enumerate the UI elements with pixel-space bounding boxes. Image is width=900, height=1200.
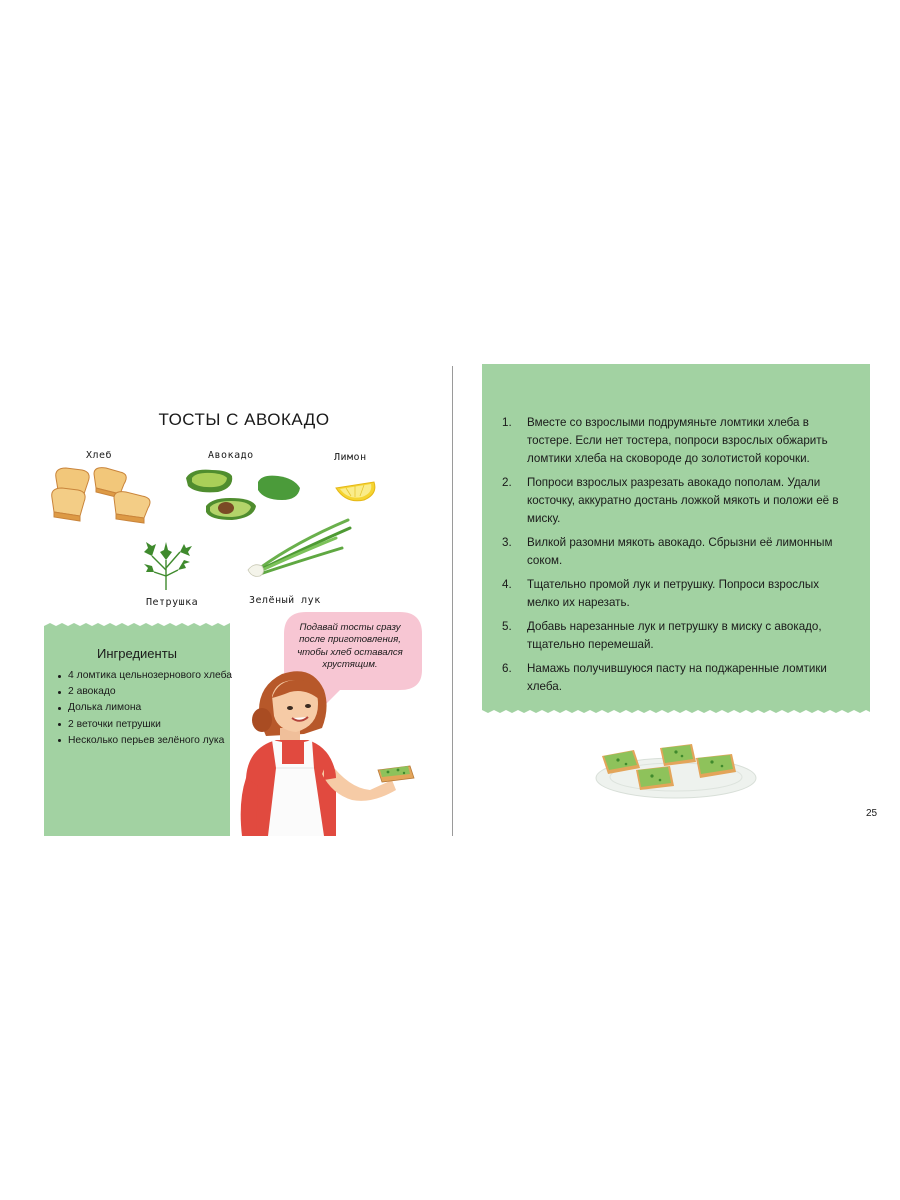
step-item — [502, 576, 852, 612]
step-number: 4. — [502, 578, 512, 591]
ingredients-title: Ингредиенты — [97, 646, 177, 661]
bread-slices-illustration — [48, 464, 160, 530]
ingredient-item: 4 ломтика цельнозернового хлеба — [58, 668, 232, 684]
step-number: 1. — [502, 416, 512, 429]
ingredient-item: 2 авокадо — [58, 684, 232, 700]
steps-list — [502, 414, 852, 702]
page-number: 25 — [866, 808, 878, 819]
plate-with-toasts-illustration — [592, 740, 758, 802]
label-parsley: Петрушка — [146, 597, 199, 608]
bubble-line: после приготовления, — [299, 634, 401, 646]
step-item — [502, 534, 852, 570]
label-lemon: Лимон — [334, 452, 367, 463]
steps-panel-zigzag — [482, 706, 870, 714]
step-number: 5. — [502, 620, 512, 633]
page-divider — [452, 366, 453, 836]
step-item — [502, 618, 852, 654]
step-text: Добавь нарезанные лук и петрушку в миску с авокадо, тщательно перемешай. — [527, 620, 822, 651]
step-text: Тщательно промой лук и петрушку. Попроси взрослых мелко их нарезать. — [527, 578, 819, 609]
parsley-illustration — [142, 536, 192, 592]
ingredients-list — [58, 668, 232, 749]
ingredients-panel-zigzag — [44, 622, 230, 630]
step-item — [502, 414, 852, 468]
step-text: Намажь получившуюся пасту на поджаренные ломтики хлеба. — [527, 662, 827, 693]
step-item — [502, 660, 852, 696]
recipe-title: ТОСТЫ С АВОКАДО — [158, 410, 330, 429]
steps-panel — [482, 364, 870, 708]
ingredient-item: Долька лимона — [58, 700, 232, 716]
step-text: Вилкой разомни мякоть авокадо. Сбрызни её лимонным соком. — [527, 536, 833, 567]
bubble-line: чтобы хлеб оставался — [297, 646, 403, 658]
label-green-onion: Зелёный лук — [249, 595, 321, 606]
girl-chef-illustration — [232, 668, 432, 836]
step-item — [502, 474, 852, 528]
label-bread: Хлеб — [86, 450, 113, 461]
label-avocado: Авокадо — [208, 450, 254, 461]
bubble-line: Подавай тосты сразу — [299, 622, 401, 633]
green-onion-illustration — [246, 518, 352, 580]
bubble-text — [286, 622, 414, 672]
ingredient-item: 2 веточки петрушки — [58, 717, 232, 733]
step-text: Вместе со взрослыми подрумяньте ломтики хлеба в тостере. Если нет тостера, попроси взрослых обжарить ломтики хлеба на сковороде до золотистой корочки. — [527, 416, 828, 465]
ingredient-item: Несколько перьев зелёного лука — [58, 733, 232, 749]
step-number: 6. — [502, 662, 512, 675]
lemon-illustration — [334, 478, 378, 504]
bubble-line: хрустящим. — [322, 659, 378, 671]
step-number: 3. — [502, 536, 512, 549]
step-text: Попроси взрослых разрезать авокадо пополам. Удали косточку, аккуратно достань ложкой мякоть и положи её в миску. — [527, 476, 839, 525]
step-number: 2. — [502, 476, 512, 489]
avocado-illustration — [182, 466, 304, 524]
ingredients-panel — [44, 628, 230, 836]
